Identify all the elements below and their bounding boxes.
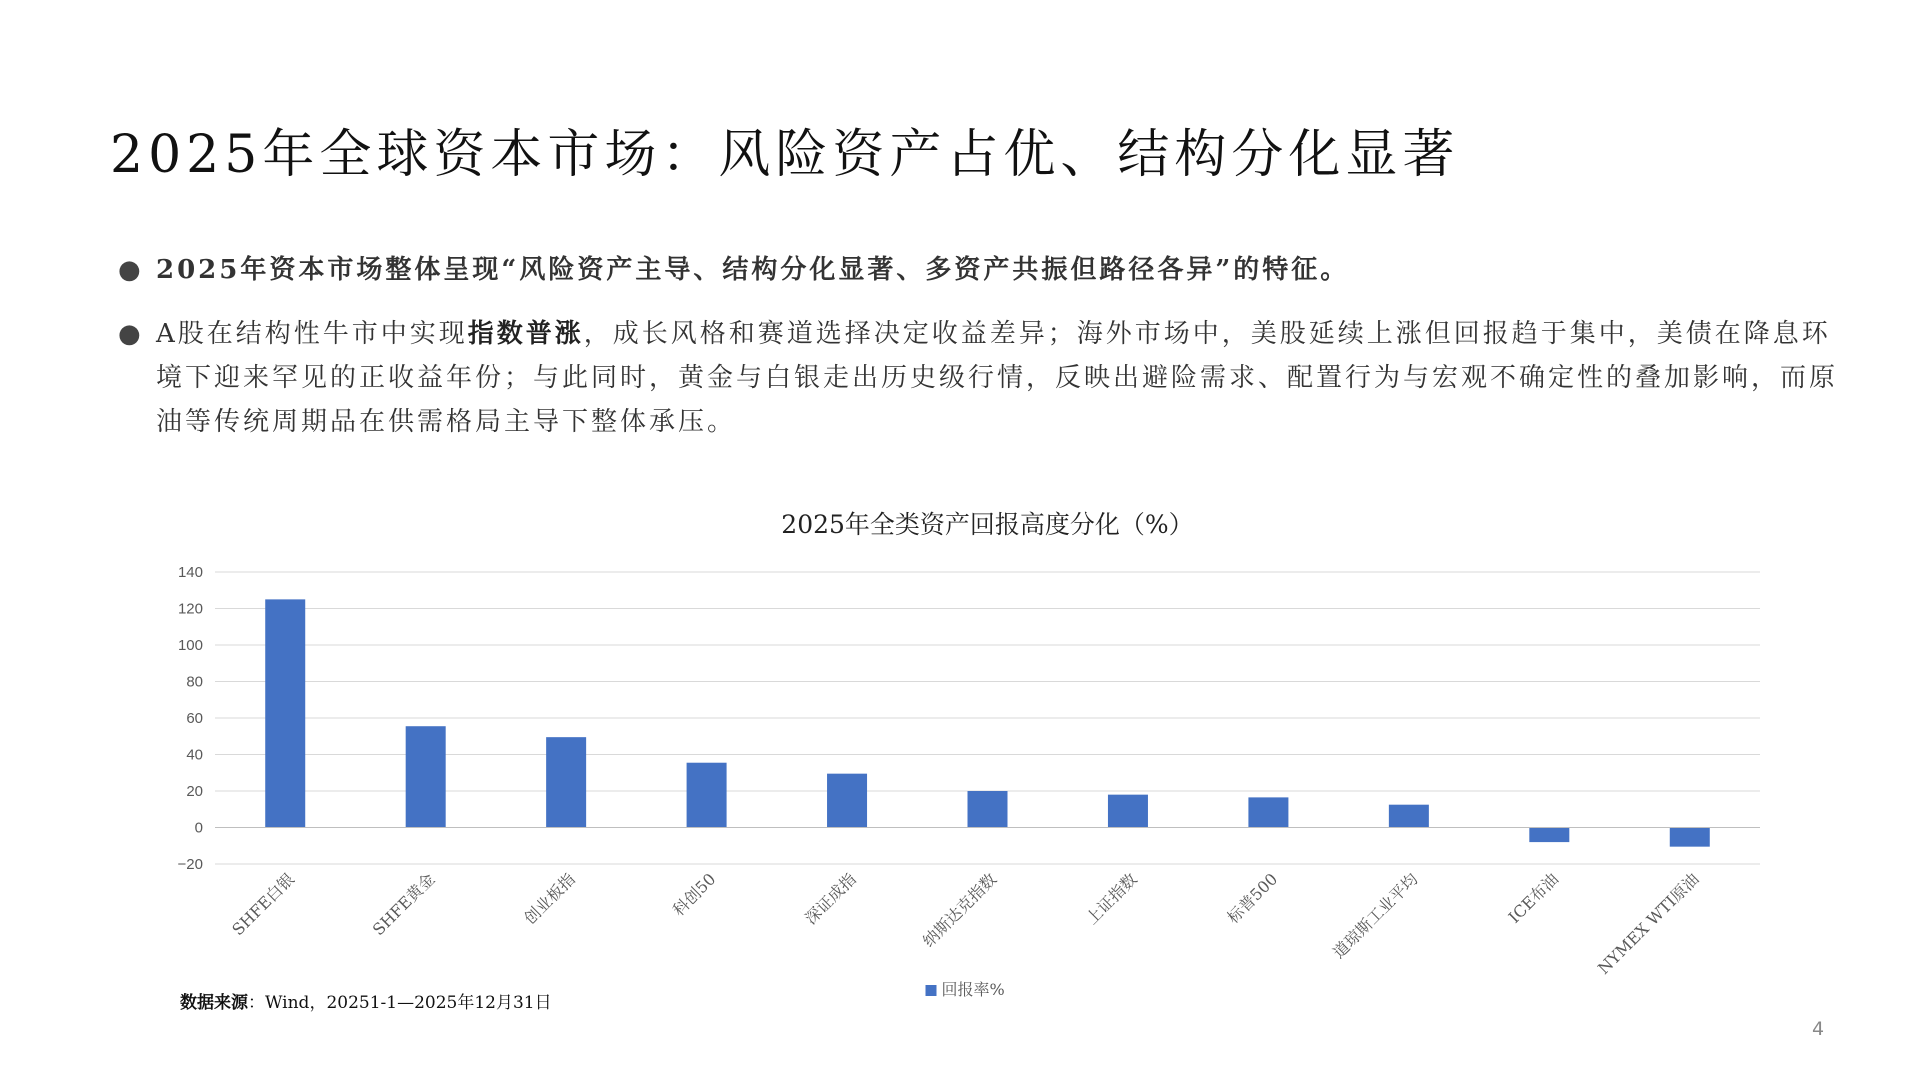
x-tick-label: 标普500 (1223, 869, 1282, 928)
bar (687, 763, 727, 828)
bar (827, 774, 867, 828)
y-tick-label: 60 (186, 710, 203, 727)
y-tick-label: 120 (177, 600, 203, 618)
y-tick-label: 0 (194, 819, 203, 837)
x-tick-label: SHFE黄金 (368, 869, 439, 940)
bar (968, 791, 1008, 828)
bullet-detail (118, 312, 1856, 444)
y-tick-label: 80 (186, 673, 203, 691)
x-tick-label: 创业板指 (520, 869, 579, 929)
legend-label: 回报率% (941, 980, 1005, 999)
returns-chart-svg (160, 500, 1780, 1020)
y-tick-label: −20 (177, 856, 203, 873)
x-tick-label: 上证指数 (1082, 869, 1141, 929)
source-label: 数据来源 (180, 993, 248, 1013)
x-tick-label: ICE布油 (1504, 869, 1563, 927)
returns-chart (160, 500, 1780, 1020)
y-tick-label: 100 (177, 637, 203, 654)
x-tick-label: SHFE白银 (228, 869, 299, 940)
y-tick-label: 40 (186, 746, 203, 764)
source-note (180, 988, 552, 1013)
legend-swatch (926, 985, 937, 996)
bar (1248, 797, 1288, 827)
bullet-detail-highlight: 指数普涨 (467, 319, 584, 349)
bar (406, 726, 446, 827)
x-tick-label: 道琼斯工业平均 (1329, 869, 1422, 963)
x-tick-label: 纳斯达克指数 (919, 869, 1001, 951)
bar (1389, 805, 1429, 828)
bar (1670, 828, 1710, 847)
page-number: 4 (1812, 1018, 1825, 1040)
x-tick-label: 科创50 (668, 869, 720, 920)
chart-title: 2025年全类资产回报高度分化（%） (781, 510, 1194, 539)
bullet-detail-text-2: ，成长风格和赛道选择决定收益差异；海外市场中，美股延续上涨但回报趋于集中，美债在降息环境下迎来罕见的正收益年份；与此同时，黄金与白银走出历史级行情，反映出避险需求、配置行为与宏观不确定性的叠加影响，而原油等传统周期品在供需格局主导下整体承压。 (156, 319, 1839, 437)
source-text: ：Wind，20251-1—2025年12月31日 (248, 993, 552, 1013)
slide-title: 2025年全球资本市场：风险资产占优、结构分化显著 (110, 125, 1460, 185)
y-tick-label: 20 (186, 783, 203, 800)
bullet-summary-text: 2025年资本市场整体呈现“风险资产主导、结构分化显著、多资产共振但路径各异”的特征。 (156, 255, 1350, 285)
bar (1108, 795, 1148, 828)
y-tick-label: 140 (177, 564, 203, 581)
bar (265, 599, 305, 827)
x-tick-label: NYMEX WTI原油 (1594, 869, 1703, 978)
bar (546, 737, 586, 827)
bullet-summary (118, 248, 1856, 292)
bullet-detail-text-1: A股在结构性牛市中实现 (156, 319, 468, 349)
bullet-dot-icon: ● (118, 255, 144, 285)
bullet-dot-icon: ● (118, 319, 144, 349)
x-tick-label: 深证成指 (801, 869, 860, 929)
bar (1529, 828, 1569, 843)
